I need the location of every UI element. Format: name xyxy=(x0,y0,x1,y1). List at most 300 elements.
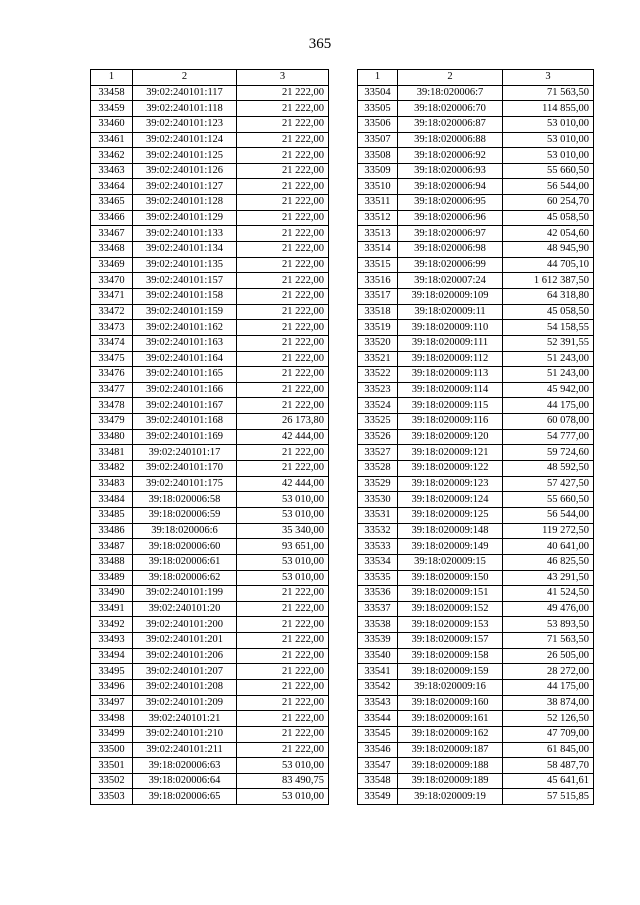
table-row xyxy=(358,163,594,179)
table-row xyxy=(358,335,594,351)
table-row xyxy=(91,351,329,367)
row-number-cell: 33498 xyxy=(91,711,133,727)
value-cell: 21 222,00 xyxy=(237,179,329,195)
cadastral-number-cell: 39:02:240101:208 xyxy=(133,679,237,695)
table-row xyxy=(358,85,594,101)
value-cell: 21 222,00 xyxy=(237,116,329,132)
value-cell: 59 724,60 xyxy=(503,445,594,461)
cadastral-number-cell: 39:18:020009:110 xyxy=(398,320,503,336)
value-cell: 21 222,00 xyxy=(237,367,329,383)
cadastral-number-cell: 39:02:240101:211 xyxy=(133,742,237,758)
table-row xyxy=(91,617,329,633)
table-row xyxy=(91,523,329,539)
value-cell: 45 058,50 xyxy=(503,210,594,226)
table-row xyxy=(91,461,329,477)
row-number-cell: 33520 xyxy=(358,335,398,351)
table-row xyxy=(358,617,594,633)
value-cell: 71 563,50 xyxy=(503,85,594,101)
row-number-cell: 33539 xyxy=(358,633,398,649)
row-number-cell: 33530 xyxy=(358,492,398,508)
value-cell: 57 427,50 xyxy=(503,476,594,492)
row-number-cell: 33538 xyxy=(358,617,398,633)
row-number-cell: 33473 xyxy=(91,320,133,336)
cadastral-number-cell: 39:18:020009:148 xyxy=(398,523,503,539)
row-number-cell: 33507 xyxy=(358,132,398,148)
value-cell: 21 222,00 xyxy=(237,257,329,273)
row-number-cell: 33533 xyxy=(358,539,398,555)
cadastral-number-cell: 39:18:020009:114 xyxy=(398,382,503,398)
cadastral-number-cell: 39:18:020006:59 xyxy=(133,507,237,523)
left-table xyxy=(90,69,329,805)
value-cell: 21 222,00 xyxy=(237,601,329,617)
value-cell: 55 660,50 xyxy=(503,492,594,508)
row-number-cell: 33510 xyxy=(358,179,398,195)
table-row xyxy=(358,476,594,492)
left-table-header xyxy=(91,70,329,86)
cadastral-number-cell: 39:18:020009:116 xyxy=(398,414,503,430)
cadastral-number-cell: 39:18:020006:6 xyxy=(133,523,237,539)
cadastral-number-cell: 39:02:240101:133 xyxy=(133,226,237,242)
cadastral-number-cell: 39:02:240101:117 xyxy=(133,85,237,101)
column-header-3: 3 xyxy=(503,70,594,86)
value-cell: 26 505,00 xyxy=(503,648,594,664)
row-number-cell: 33534 xyxy=(358,554,398,570)
row-number-cell: 33497 xyxy=(91,695,133,711)
value-cell: 83 490,75 xyxy=(237,773,329,789)
cadastral-number-cell: 39:18:020006:70 xyxy=(398,101,503,117)
cadastral-number-cell: 39:18:020009:149 xyxy=(398,539,503,555)
row-number-cell: 33466 xyxy=(91,210,133,226)
value-cell: 21 222,00 xyxy=(237,398,329,414)
row-number-cell: 33484 xyxy=(91,492,133,508)
table-row xyxy=(91,679,329,695)
value-cell: 21 222,00 xyxy=(237,304,329,320)
cadastral-number-cell: 39:02:240101:125 xyxy=(133,148,237,164)
table-row xyxy=(358,664,594,680)
column-header-1: 1 xyxy=(358,70,398,86)
cadastral-number-cell: 39:18:020006:60 xyxy=(133,539,237,555)
table-row xyxy=(358,288,594,304)
cadastral-number-cell: 39:02:240101:210 xyxy=(133,726,237,742)
table-row xyxy=(358,210,594,226)
row-number-cell: 33531 xyxy=(358,507,398,523)
cadastral-number-cell: 39:18:020009:109 xyxy=(398,288,503,304)
table-row xyxy=(358,586,594,602)
table-row xyxy=(358,429,594,445)
value-cell: 21 222,00 xyxy=(237,726,329,742)
value-cell: 21 222,00 xyxy=(237,335,329,351)
table-row xyxy=(91,492,329,508)
value-cell: 51 243,00 xyxy=(503,367,594,383)
cadastral-number-cell: 39:18:020009:15 xyxy=(398,554,503,570)
table-row xyxy=(91,335,329,351)
row-number-cell: 33527 xyxy=(358,445,398,461)
table-row xyxy=(91,507,329,523)
value-cell: 53 893,50 xyxy=(503,617,594,633)
table-row xyxy=(91,570,329,586)
row-number-cell: 33503 xyxy=(91,789,133,805)
table-row xyxy=(91,148,329,164)
table-row xyxy=(358,320,594,336)
table-row xyxy=(358,492,594,508)
row-number-cell: 33536 xyxy=(358,586,398,602)
row-number-cell: 33483 xyxy=(91,476,133,492)
value-cell: 53 010,00 xyxy=(237,758,329,774)
table-row xyxy=(91,601,329,617)
cadastral-number-cell: 39:18:020006:61 xyxy=(133,554,237,570)
value-cell: 45 641,61 xyxy=(503,773,594,789)
value-cell: 53 010,00 xyxy=(237,570,329,586)
cadastral-number-cell: 39:18:020009:112 xyxy=(398,351,503,367)
cadastral-number-cell: 39:18:020006:62 xyxy=(133,570,237,586)
value-cell: 47 709,00 xyxy=(503,726,594,742)
table-row xyxy=(91,195,329,211)
row-number-cell: 33518 xyxy=(358,304,398,320)
cadastral-number-cell: 39:18:020006:64 xyxy=(133,773,237,789)
value-cell: 60 078,00 xyxy=(503,414,594,430)
column-header-2: 2 xyxy=(133,70,237,86)
row-number-cell: 33487 xyxy=(91,539,133,555)
row-number-cell: 33477 xyxy=(91,382,133,398)
table-row xyxy=(358,758,594,774)
column-header-2: 2 xyxy=(398,70,503,86)
value-cell: 45 942,00 xyxy=(503,382,594,398)
table-row xyxy=(91,101,329,117)
table-row xyxy=(91,429,329,445)
row-number-cell: 33458 xyxy=(91,85,133,101)
value-cell: 21 222,00 xyxy=(237,695,329,711)
cadastral-number-cell: 39:02:240101:128 xyxy=(133,195,237,211)
value-cell: 53 010,00 xyxy=(503,148,594,164)
value-cell: 21 222,00 xyxy=(237,648,329,664)
row-number-cell: 33515 xyxy=(358,257,398,273)
row-number-cell: 33508 xyxy=(358,148,398,164)
row-number-cell: 33491 xyxy=(91,601,133,617)
row-number-cell: 33548 xyxy=(358,773,398,789)
table-row xyxy=(91,257,329,273)
cadastral-number-cell: 39:18:020009:162 xyxy=(398,726,503,742)
right-table-body xyxy=(358,70,594,805)
table-row xyxy=(358,648,594,664)
table-row xyxy=(358,304,594,320)
value-cell: 42 444,00 xyxy=(237,476,329,492)
cadastral-number-cell: 39:18:020009:111 xyxy=(398,335,503,351)
table-row xyxy=(91,367,329,383)
table-row xyxy=(358,101,594,117)
value-cell: 21 222,00 xyxy=(237,132,329,148)
table-row xyxy=(358,116,594,132)
value-cell: 48 592,50 xyxy=(503,461,594,477)
value-cell: 93 651,00 xyxy=(237,539,329,555)
cadastral-number-cell: 39:02:240101:200 xyxy=(133,617,237,633)
row-number-cell: 33470 xyxy=(91,273,133,289)
value-cell: 28 272,00 xyxy=(503,664,594,680)
table-row xyxy=(91,398,329,414)
value-cell: 21 222,00 xyxy=(237,445,329,461)
table-row xyxy=(358,726,594,742)
cadastral-number-cell: 39:18:020009:11 xyxy=(398,304,503,320)
row-number-cell: 33476 xyxy=(91,367,133,383)
value-cell: 44 705,10 xyxy=(503,257,594,273)
row-number-cell: 33537 xyxy=(358,601,398,617)
row-number-cell: 33541 xyxy=(358,664,398,680)
row-number-cell: 33486 xyxy=(91,523,133,539)
cadastral-number-cell: 39:18:020006:94 xyxy=(398,179,503,195)
cadastral-number-cell: 39:18:020009:187 xyxy=(398,742,503,758)
cadastral-number-cell: 39:18:020009:151 xyxy=(398,586,503,602)
row-number-cell: 33521 xyxy=(358,351,398,367)
value-cell: 53 010,00 xyxy=(503,116,594,132)
row-number-cell: 33514 xyxy=(358,242,398,258)
cadastral-number-cell: 39:02:240101:158 xyxy=(133,288,237,304)
cadastral-number-cell: 39:18:020006:93 xyxy=(398,163,503,179)
cadastral-number-cell: 39:18:020006:99 xyxy=(398,257,503,273)
row-number-cell: 33469 xyxy=(91,257,133,273)
cadastral-number-cell: 39:18:020009:16 xyxy=(398,679,503,695)
value-cell: 52 126,50 xyxy=(503,711,594,727)
cadastral-number-cell: 39:02:240101:135 xyxy=(133,257,237,273)
table-row xyxy=(91,758,329,774)
row-number-cell: 33546 xyxy=(358,742,398,758)
table-row xyxy=(358,273,594,289)
column-header-1: 1 xyxy=(91,70,133,86)
left-table-body xyxy=(91,70,329,805)
row-number-cell: 33526 xyxy=(358,429,398,445)
table-row xyxy=(358,179,594,195)
row-number-cell: 33459 xyxy=(91,101,133,117)
cadastral-number-cell: 39:18:020009:115 xyxy=(398,398,503,414)
value-cell: 21 222,00 xyxy=(237,210,329,226)
value-cell: 71 563,50 xyxy=(503,633,594,649)
cadastral-number-cell: 39:02:240101:166 xyxy=(133,382,237,398)
value-cell: 35 340,00 xyxy=(237,523,329,539)
value-cell: 21 222,00 xyxy=(237,163,329,179)
value-cell: 56 544,00 xyxy=(503,507,594,523)
row-number-cell: 33500 xyxy=(91,742,133,758)
row-number-cell: 33542 xyxy=(358,679,398,695)
table-row xyxy=(358,132,594,148)
cadastral-number-cell: 39:18:020009:160 xyxy=(398,695,503,711)
cadastral-number-cell: 39:02:240101:170 xyxy=(133,461,237,477)
table-row xyxy=(91,132,329,148)
value-cell: 52 391,55 xyxy=(503,335,594,351)
row-number-cell: 33479 xyxy=(91,414,133,430)
table-row xyxy=(358,742,594,758)
row-number-cell: 33492 xyxy=(91,617,133,633)
value-cell: 58 487,70 xyxy=(503,758,594,774)
value-cell: 46 825,50 xyxy=(503,554,594,570)
table-row xyxy=(91,586,329,602)
table-row xyxy=(358,398,594,414)
cadastral-number-cell: 39:18:020009:122 xyxy=(398,461,503,477)
table-row xyxy=(91,85,329,101)
cadastral-number-cell: 39:18:020009:188 xyxy=(398,758,503,774)
row-number-cell: 33461 xyxy=(91,132,133,148)
row-number-cell: 33516 xyxy=(358,273,398,289)
row-number-cell: 33478 xyxy=(91,398,133,414)
value-cell: 56 544,00 xyxy=(503,179,594,195)
cadastral-number-cell: 39:18:020006:7 xyxy=(398,85,503,101)
table-row xyxy=(91,711,329,727)
table-row xyxy=(91,242,329,258)
table-row xyxy=(358,679,594,695)
value-cell: 21 222,00 xyxy=(237,711,329,727)
cadastral-number-cell: 39:02:240101:162 xyxy=(133,320,237,336)
table-row xyxy=(91,773,329,789)
cadastral-number-cell: 39:02:240101:118 xyxy=(133,101,237,117)
cadastral-number-cell: 39:18:020006:65 xyxy=(133,789,237,805)
row-number-cell: 33519 xyxy=(358,320,398,336)
row-number-cell: 33504 xyxy=(358,85,398,101)
table-row xyxy=(358,570,594,586)
cadastral-number-cell: 39:02:240101:164 xyxy=(133,351,237,367)
value-cell: 21 222,00 xyxy=(237,461,329,477)
row-number-cell: 33496 xyxy=(91,679,133,695)
row-number-cell: 33463 xyxy=(91,163,133,179)
cadastral-number-cell: 39:02:240101:127 xyxy=(133,179,237,195)
value-cell: 64 318,80 xyxy=(503,288,594,304)
cadastral-number-cell: 39:02:240101:159 xyxy=(133,304,237,320)
table-row xyxy=(91,554,329,570)
table-row xyxy=(358,351,594,367)
cadastral-number-cell: 39:18:020006:97 xyxy=(398,226,503,242)
table-row xyxy=(358,226,594,242)
row-number-cell: 33464 xyxy=(91,179,133,195)
value-cell: 21 222,00 xyxy=(237,320,329,336)
value-cell: 55 660,50 xyxy=(503,163,594,179)
row-number-cell: 33474 xyxy=(91,335,133,351)
row-number-cell: 33511 xyxy=(358,195,398,211)
table-row xyxy=(358,148,594,164)
table-row xyxy=(358,414,594,430)
table-row xyxy=(358,367,594,383)
value-cell: 42 444,00 xyxy=(237,429,329,445)
row-number-cell: 33512 xyxy=(358,210,398,226)
value-cell: 21 222,00 xyxy=(237,382,329,398)
row-number-cell: 33522 xyxy=(358,367,398,383)
row-number-cell: 33525 xyxy=(358,414,398,430)
cadastral-number-cell: 39:18:020009:157 xyxy=(398,633,503,649)
cadastral-number-cell: 39:02:240101:20 xyxy=(133,601,237,617)
table-row xyxy=(91,288,329,304)
column-header-3: 3 xyxy=(237,70,329,86)
cadastral-number-cell: 39:18:020009:189 xyxy=(398,773,503,789)
cadastral-number-cell: 39:18:020009:120 xyxy=(398,429,503,445)
cadastral-number-cell: 39:18:020009:150 xyxy=(398,570,503,586)
value-cell: 48 945,90 xyxy=(503,242,594,258)
row-number-cell: 33545 xyxy=(358,726,398,742)
value-cell: 119 272,50 xyxy=(503,523,594,539)
row-number-cell: 33467 xyxy=(91,226,133,242)
cadastral-number-cell: 39:18:020006:96 xyxy=(398,210,503,226)
value-cell: 21 222,00 xyxy=(237,351,329,367)
value-cell: 57 515,85 xyxy=(503,789,594,805)
page-number: 365 xyxy=(308,36,332,52)
value-cell: 21 222,00 xyxy=(237,242,329,258)
cadastral-number-cell: 39:02:240101:201 xyxy=(133,633,237,649)
cadastral-number-cell: 39:02:240101:207 xyxy=(133,664,237,680)
row-number-cell: 33495 xyxy=(91,664,133,680)
table-row xyxy=(91,320,329,336)
table-row xyxy=(91,382,329,398)
value-cell: 21 222,00 xyxy=(237,586,329,602)
value-cell: 53 010,00 xyxy=(237,554,329,570)
row-number-cell: 33501 xyxy=(91,758,133,774)
table-row xyxy=(91,789,329,805)
row-number-cell: 33543 xyxy=(358,695,398,711)
cadastral-number-cell: 39:02:240101:123 xyxy=(133,116,237,132)
table-row xyxy=(358,523,594,539)
cadastral-number-cell: 39:02:240101:17 xyxy=(133,445,237,461)
cadastral-number-cell: 39:18:020009:123 xyxy=(398,476,503,492)
cadastral-number-cell: 39:18:020009:124 xyxy=(398,492,503,508)
table-row xyxy=(91,633,329,649)
value-cell: 53 010,00 xyxy=(237,789,329,805)
row-number-cell: 33517 xyxy=(358,288,398,304)
table-row xyxy=(358,695,594,711)
row-number-cell: 33528 xyxy=(358,461,398,477)
row-number-cell: 33540 xyxy=(358,648,398,664)
table-row xyxy=(358,773,594,789)
cadastral-number-cell: 39:18:020009:19 xyxy=(398,789,503,805)
table-row xyxy=(91,414,329,430)
row-number-cell: 33490 xyxy=(91,586,133,602)
value-cell: 21 222,00 xyxy=(237,226,329,242)
value-cell: 53 010,00 xyxy=(503,132,594,148)
cadastral-number-cell: 39:18:020006:58 xyxy=(133,492,237,508)
table-row xyxy=(358,445,594,461)
cadastral-number-cell: 39:18:020009:121 xyxy=(398,445,503,461)
row-number-cell: 33506 xyxy=(358,116,398,132)
right-table xyxy=(357,69,594,805)
table-row xyxy=(91,163,329,179)
row-number-cell: 33509 xyxy=(358,163,398,179)
cadastral-number-cell: 39:02:240101:175 xyxy=(133,476,237,492)
value-cell: 43 291,50 xyxy=(503,570,594,586)
value-cell: 44 175,00 xyxy=(503,398,594,414)
value-cell: 114 855,00 xyxy=(503,101,594,117)
cadastral-number-cell: 39:18:020009:153 xyxy=(398,617,503,633)
value-cell: 54 777,00 xyxy=(503,429,594,445)
row-number-cell: 33465 xyxy=(91,195,133,211)
table-row xyxy=(358,539,594,555)
cadastral-number-cell: 39:02:240101:165 xyxy=(133,367,237,383)
value-cell: 21 222,00 xyxy=(237,101,329,117)
table-row xyxy=(358,461,594,477)
cadastral-number-cell: 39:02:240101:21 xyxy=(133,711,237,727)
table-row xyxy=(91,304,329,320)
row-number-cell: 33480 xyxy=(91,429,133,445)
row-number-cell: 33468 xyxy=(91,242,133,258)
cadastral-number-cell: 39:18:020007:24 xyxy=(398,273,503,289)
cadastral-number-cell: 39:02:240101:169 xyxy=(133,429,237,445)
row-number-cell: 33549 xyxy=(358,789,398,805)
value-cell: 21 222,00 xyxy=(237,633,329,649)
cadastral-number-cell: 39:18:020009:125 xyxy=(398,507,503,523)
table-row xyxy=(358,382,594,398)
row-number-cell: 33499 xyxy=(91,726,133,742)
value-cell: 21 222,00 xyxy=(237,679,329,695)
table-row xyxy=(91,664,329,680)
cadastral-number-cell: 39:02:240101:134 xyxy=(133,242,237,258)
value-cell: 45 058,50 xyxy=(503,304,594,320)
table-row xyxy=(91,116,329,132)
row-number-cell: 33481 xyxy=(91,445,133,461)
cadastral-number-cell: 39:18:020009:158 xyxy=(398,648,503,664)
table-row xyxy=(91,539,329,555)
table-row xyxy=(91,726,329,742)
row-number-cell: 33535 xyxy=(358,570,398,586)
